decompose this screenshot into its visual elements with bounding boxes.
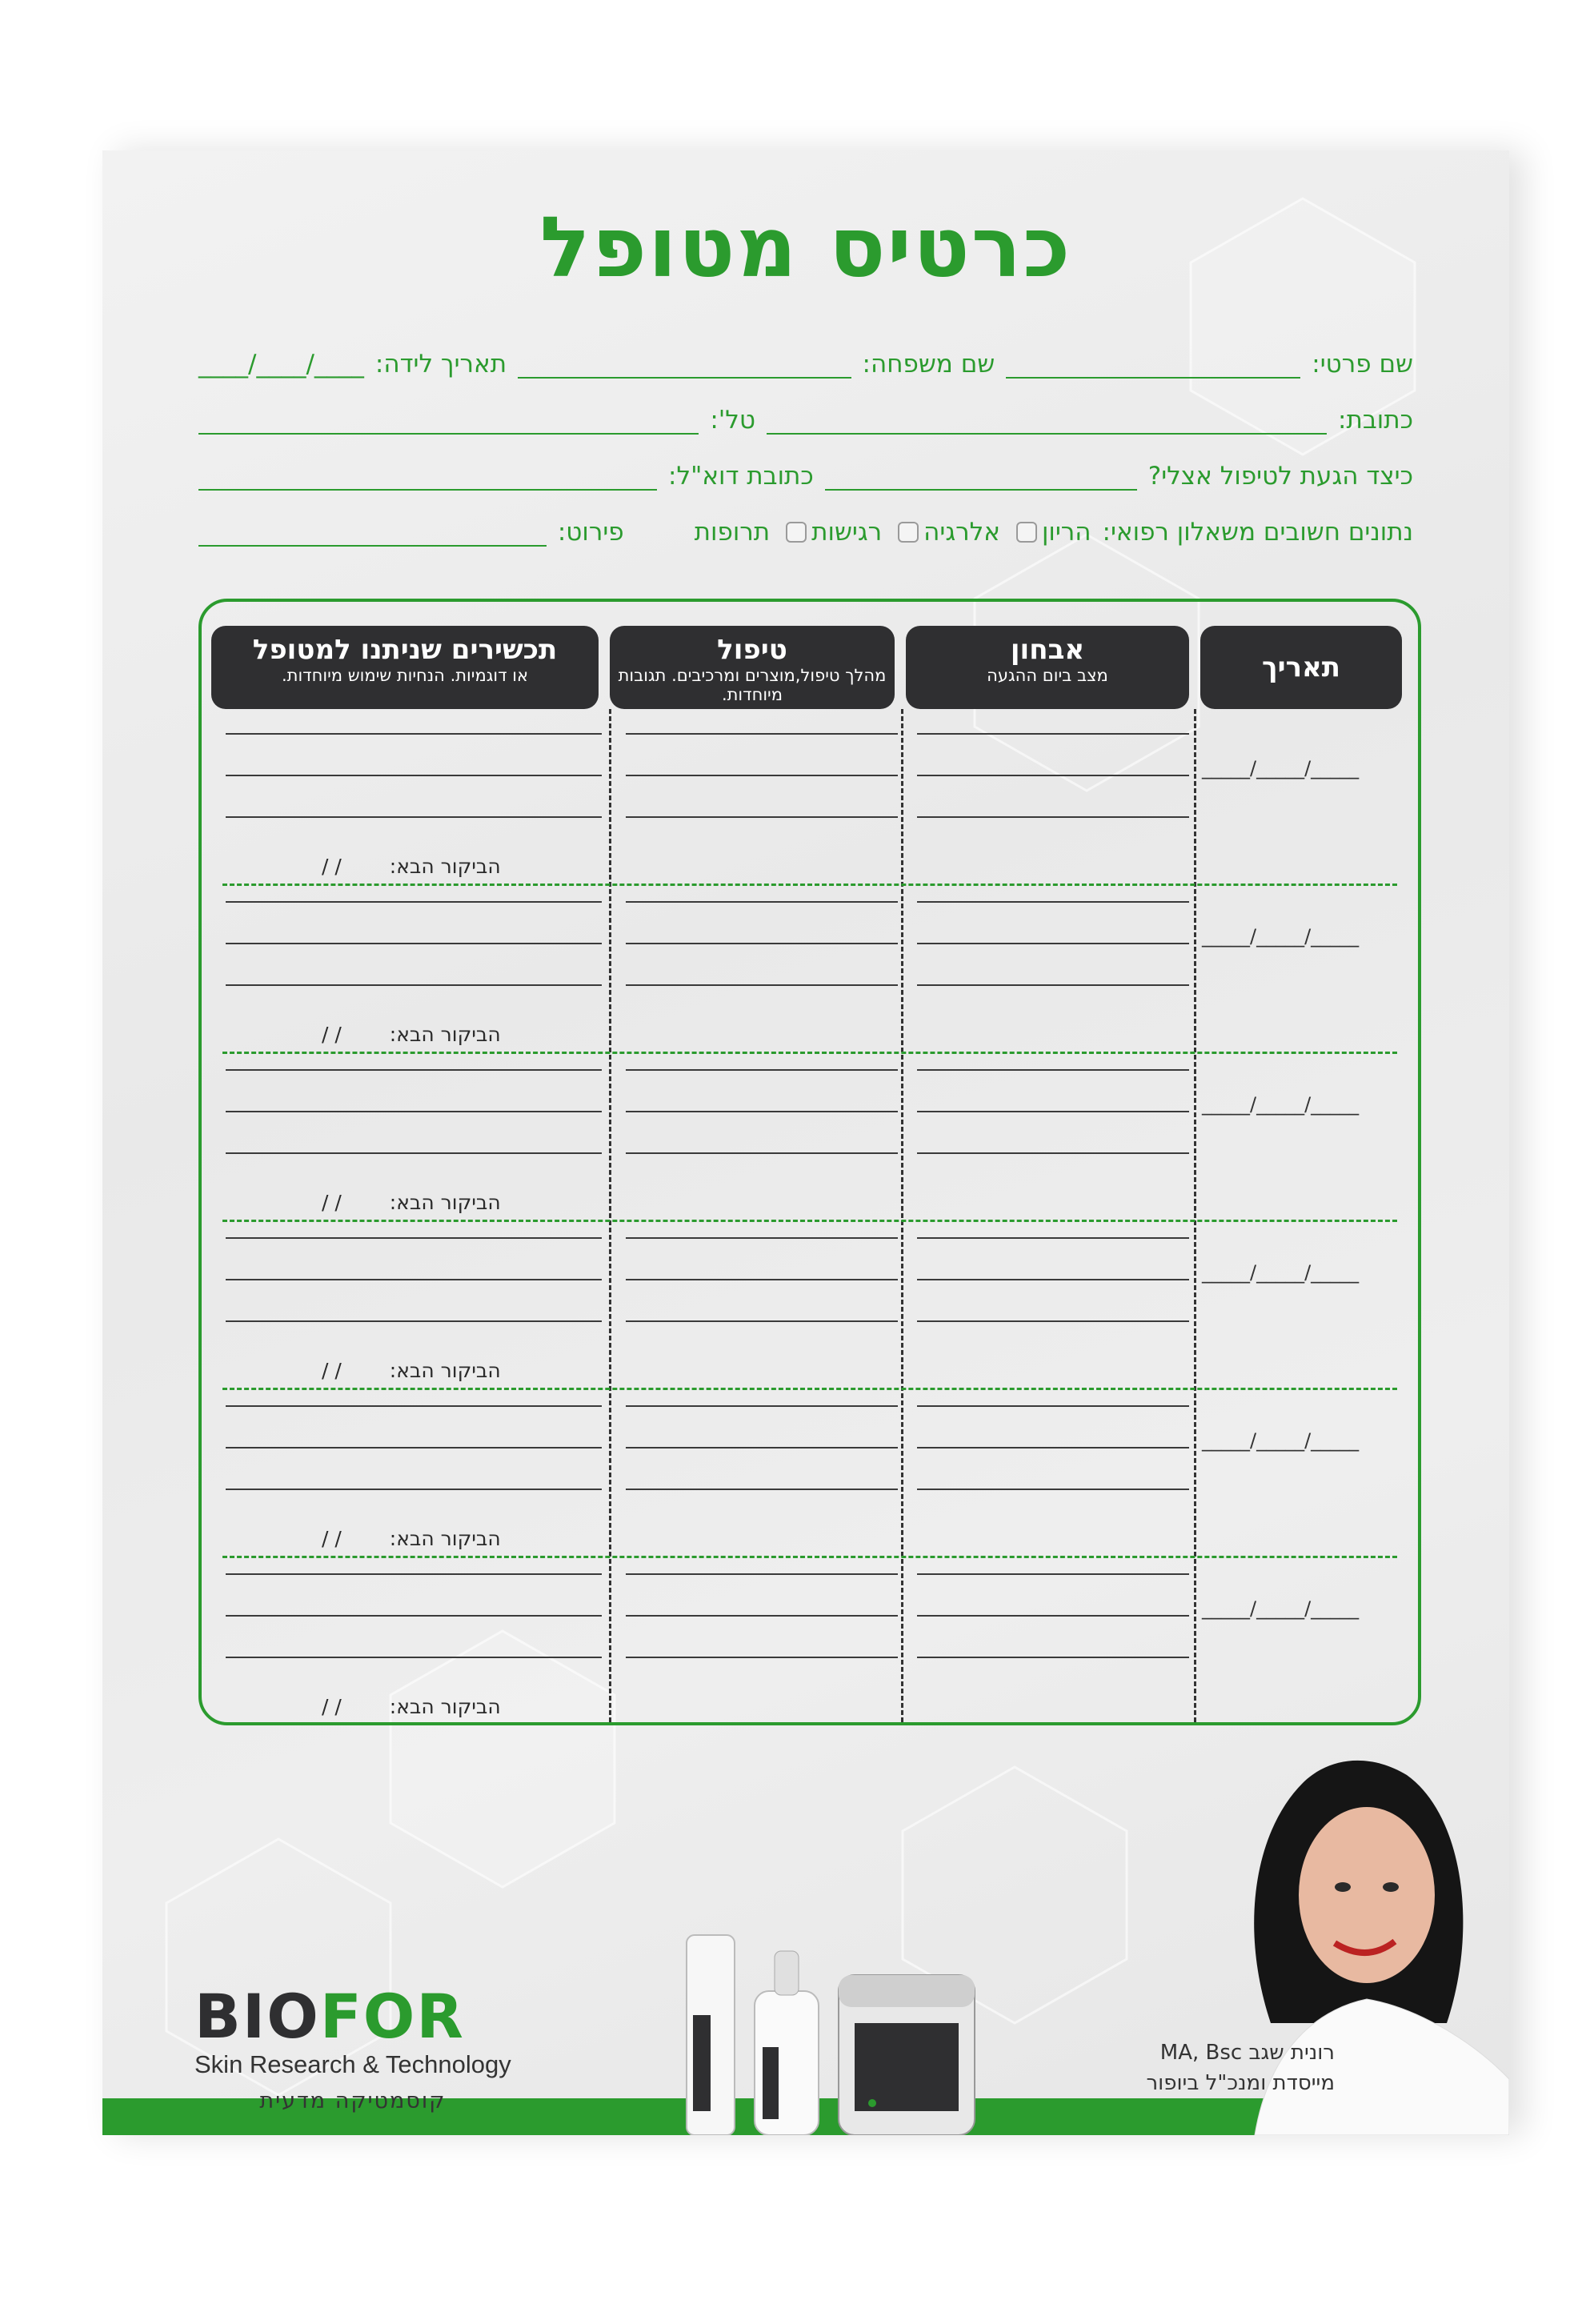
date-field[interactable]: _____/_____/_____ <box>1202 1261 1360 1284</box>
biofor-logo <box>194 1981 511 2114</box>
writing-line[interactable] <box>626 1320 898 1322</box>
row-separator <box>222 1052 1397 1054</box>
writing-line[interactable] <box>917 984 1189 986</box>
writing-line[interactable] <box>917 1069 1189 1071</box>
hexagon-checkbox-icon[interactable] <box>1016 522 1037 543</box>
writing-line[interactable] <box>917 943 1189 944</box>
how-arrived-field[interactable] <box>825 462 1137 491</box>
writing-line[interactable] <box>917 901 1189 903</box>
email-label: כתובת דוא"ל: <box>668 462 814 491</box>
next-visit-blank[interactable]: / / <box>322 1359 342 1382</box>
writing-line[interactable] <box>226 1447 602 1448</box>
date-field[interactable]: _____/_____/_____ <box>1202 757 1360 779</box>
writing-line[interactable] <box>226 1573 602 1575</box>
last-name-field[interactable] <box>518 350 851 379</box>
founder-signature <box>1071 2038 1335 2098</box>
writing-line[interactable] <box>917 1279 1189 1280</box>
writing-line[interactable] <box>226 1489 602 1490</box>
next-visit-label: הביקור הבא: <box>389 1023 501 1046</box>
writing-line[interactable] <box>226 1657 602 1658</box>
row-separator <box>222 884 1397 886</box>
next-visit-blank[interactable]: / / <box>322 1023 342 1046</box>
phone-field[interactable] <box>198 406 699 435</box>
logo-tagline: Skin Research & Technology <box>194 2050 511 2078</box>
referral-row <box>198 435 1413 491</box>
writing-line[interactable] <box>226 901 602 903</box>
next-visit-blank[interactable]: / / <box>322 1695 342 1718</box>
writing-line[interactable] <box>626 1615 898 1617</box>
signature-name: רונית שגב MA, Bsc <box>1159 2041 1335 2065</box>
page-title: כרטיס מטופל <box>539 198 1072 296</box>
column-header-diagnosis-subtitle: מצב ביום ההגעה <box>987 666 1108 685</box>
writing-line[interactable] <box>917 1405 1189 1407</box>
option-sensitivity-label: רגישות <box>811 518 883 547</box>
logo-for-text: FOR <box>319 1981 465 2052</box>
date-field[interactable]: _____/_____/_____ <box>1202 1597 1360 1620</box>
option-allergy-label: אלרגיה <box>923 518 1000 547</box>
writing-line[interactable] <box>917 1447 1189 1448</box>
date-field[interactable]: _____/_____/_____ <box>1202 1093 1360 1116</box>
writing-line[interactable] <box>226 1279 602 1280</box>
next-visit-blank[interactable]: / / <box>322 855 342 878</box>
writing-line[interactable] <box>626 1447 898 1448</box>
writing-line[interactable] <box>626 816 898 818</box>
details-label: פירוט: <box>557 518 624 547</box>
treatment-log-table <box>198 599 1421 1725</box>
writing-line[interactable] <box>626 943 898 944</box>
writing-line[interactable] <box>917 1111 1189 1112</box>
writing-line[interactable] <box>226 1405 602 1407</box>
writing-line[interactable] <box>917 1320 1189 1322</box>
date-field[interactable]: _____/_____/_____ <box>1202 925 1360 948</box>
checkbox-allergy[interactable] <box>893 518 1000 547</box>
column-header-date <box>1200 626 1402 709</box>
column-header-products-title: תכשירים שניתנו למטופל <box>252 634 558 666</box>
address-label: כתובת: <box>1338 406 1413 435</box>
next-visit-field[interactable] <box>322 1695 501 1718</box>
column-divider <box>609 709 611 1722</box>
medical-intro-label: נתונים חשובים משאלון רפואי: <box>1102 518 1413 547</box>
how-arrived-label: כיצד הגעת לטיפול אצלי? <box>1147 462 1413 491</box>
column-header-products-subtitle: או דוגמיות. הנחיות שימוש מיוחדות. <box>281 666 529 685</box>
email-field[interactable] <box>198 462 657 491</box>
next-visit-blank[interactable]: / / <box>322 1527 342 1550</box>
next-visit-field[interactable] <box>322 1023 501 1046</box>
writing-line[interactable] <box>626 1111 898 1112</box>
signature-title: מייסדת ומנכ"ל ביופור <box>1146 2071 1335 2095</box>
writing-line[interactable] <box>626 1573 898 1575</box>
logo-hebrew-tagline: קוסמטיקה מדעית <box>259 2089 447 2114</box>
writing-line[interactable] <box>917 1657 1189 1658</box>
writing-line[interactable] <box>226 1111 602 1112</box>
writing-line[interactable] <box>226 1237 602 1239</box>
birth-date-label: תאריך לידה: <box>374 350 507 379</box>
last-name-label: שם משפחה: <box>862 350 995 379</box>
hexagon-checkbox-icon[interactable] <box>898 522 919 543</box>
writing-line[interactable] <box>626 901 898 903</box>
writing-line[interactable] <box>626 1069 898 1071</box>
product-bottles-image <box>663 1919 1079 2135</box>
column-header-diagnosis <box>906 626 1189 709</box>
writing-line[interactable] <box>626 1237 898 1239</box>
writing-line[interactable] <box>626 775 898 776</box>
column-header-products <box>211 626 599 709</box>
column-divider <box>1194 709 1196 1722</box>
checkbox-pregnancy[interactable] <box>1011 518 1091 547</box>
column-header-treatment <box>610 626 895 709</box>
writing-line[interactable] <box>226 733 602 735</box>
writing-line[interactable] <box>226 816 602 818</box>
writing-line[interactable] <box>917 1489 1189 1490</box>
writing-line[interactable] <box>917 816 1189 818</box>
address-field[interactable] <box>767 406 1327 435</box>
address-row <box>198 379 1413 435</box>
next-visit-label: הביקור הבא: <box>389 855 501 878</box>
row-separator <box>222 1388 1397 1390</box>
patient-details-form <box>198 323 1413 547</box>
writing-line[interactable] <box>226 1320 602 1322</box>
writing-line[interactable] <box>626 1152 898 1154</box>
column-header-treatment-title: טיפול <box>717 634 787 666</box>
writing-line[interactable] <box>917 1615 1189 1617</box>
next-visit-field[interactable] <box>322 1359 501 1382</box>
birth-date-field[interactable]: ____/____/____ <box>198 350 364 379</box>
writing-line[interactable] <box>226 1152 602 1154</box>
next-visit-label: הביקור הבא: <box>389 1527 501 1550</box>
column-divider <box>901 709 903 1722</box>
patient-card-sheet <box>102 150 1509 2135</box>
checkbox-medications[interactable] <box>695 518 771 547</box>
hexagon-checkbox-icon[interactable] <box>786 522 807 543</box>
writing-line[interactable] <box>626 1489 898 1490</box>
first-name-field[interactable] <box>1006 350 1300 379</box>
writing-line[interactable] <box>917 1573 1189 1575</box>
details-field[interactable] <box>198 518 547 547</box>
writing-line[interactable] <box>917 1237 1189 1239</box>
logo-wordmark <box>194 1981 511 2052</box>
column-header-diagnosis-title: אבחון <box>1010 634 1085 666</box>
writing-line[interactable] <box>226 1615 602 1617</box>
writing-line[interactable] <box>626 984 898 986</box>
column-header-treatment-subtitle: מהלך טיפול,מוצרים ומרכיבים. תגובות מיוחדות. <box>618 666 887 704</box>
next-visit-label: הביקור הבא: <box>389 1695 501 1718</box>
first-name-label: שם פרטי: <box>1312 350 1413 379</box>
phone-label: טל': <box>710 406 756 435</box>
date-field[interactable]: _____/_____/_____ <box>1202 1429 1360 1452</box>
writing-line[interactable] <box>626 733 898 735</box>
writing-line[interactable] <box>226 775 602 776</box>
writing-line[interactable] <box>917 1152 1189 1154</box>
option-pregnancy-label: הריון <box>1041 518 1091 547</box>
logo-bio-text: BIO <box>194 1981 320 2052</box>
next-visit-field[interactable] <box>322 855 501 878</box>
row-separator <box>222 1556 1397 1558</box>
checkbox-sensitivity[interactable] <box>781 518 882 547</box>
writing-line[interactable] <box>226 943 602 944</box>
writing-line[interactable] <box>626 1657 898 1658</box>
next-visit-field[interactable] <box>322 1527 501 1550</box>
option-medications-label: תרופות <box>694 518 771 547</box>
writing-line[interactable] <box>917 775 1189 776</box>
writing-line[interactable] <box>226 984 602 986</box>
row-separator <box>222 1220 1397 1222</box>
writing-line[interactable] <box>226 1069 602 1071</box>
writing-line[interactable] <box>626 1405 898 1407</box>
writing-line[interactable] <box>626 1279 898 1280</box>
name-row <box>198 323 1413 379</box>
column-header-date-title: תאריך <box>1261 651 1341 683</box>
next-visit-label: הביקור הבא: <box>389 1191 501 1214</box>
writing-line[interactable] <box>917 733 1189 735</box>
next-visit-label: הביקור הבא: <box>389 1359 501 1382</box>
next-visit-blank[interactable]: / / <box>322 1191 342 1214</box>
next-visit-field[interactable] <box>322 1191 501 1214</box>
medical-row <box>198 491 1413 547</box>
